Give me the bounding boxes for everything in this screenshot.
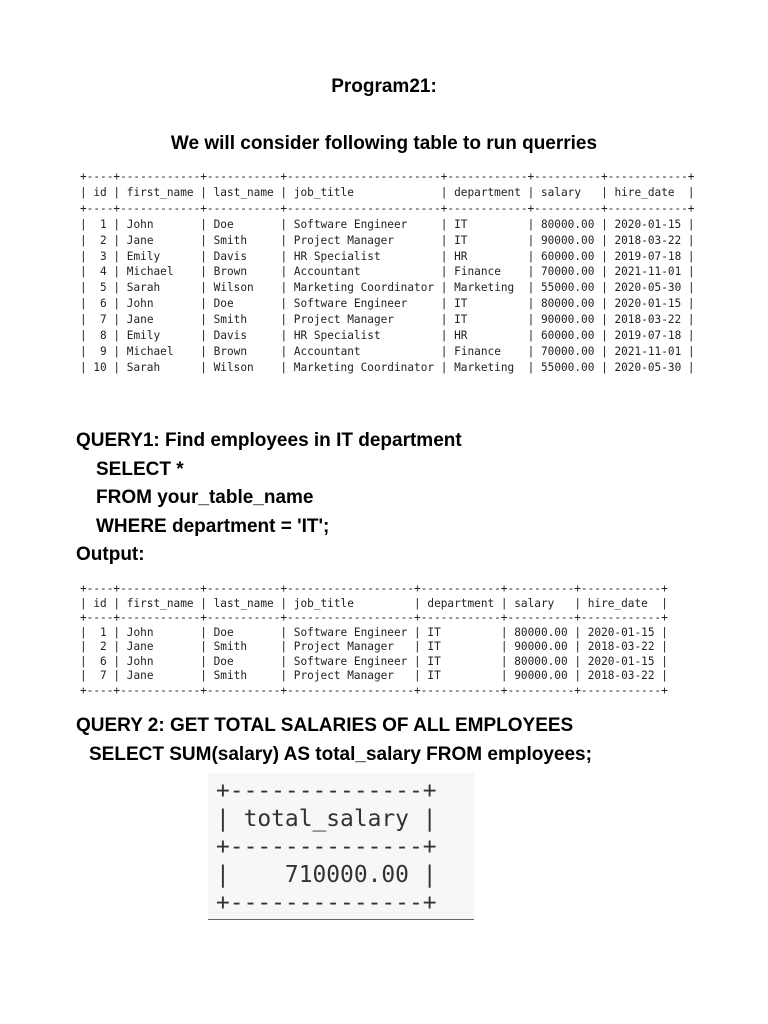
table-row: | 8 | Emily | Davis | HR Specialist | HR | 60000.00 | 2019-07-18 | [80,329,695,343]
table-cell: Jane [126,233,154,247]
table-border: +----+------------+-----------+-----------------------+------------+----------+------------+ [80,201,695,215]
table-cell: Jane [126,669,154,682]
column-header: job_title [293,185,354,199]
table-cell: 2019-07-18 [614,329,682,343]
table-border: +----+------------+-----------+-----------------------+------------+----------+------------+ [80,170,695,183]
column-header: department [427,596,495,610]
table-cell: IT [454,217,468,231]
table-border: +--------------+ [216,890,437,916]
table-cell: IT [454,297,468,311]
table-cell: 90000.00 [514,669,568,682]
table-cell: IT [427,625,441,639]
table-row: | 7 | Jane | Smith | Project Manager | IT | 90000.00 | 2018-03-22 | [80,313,695,327]
table-cell: 55000.00 [540,281,595,295]
column-header: job_title [293,596,354,610]
table-cell: Smith [213,313,248,327]
table-row: | 2 | Jane | Smith | Project Manager | IT | 90000.00 | 2018-03-22 | [80,640,668,653]
table-cell: Davis [213,249,248,263]
intro-text: We will consider following table to run querries [170,133,598,154]
table-cell: 2020-01-15 [614,297,682,311]
table-cell: 80000.00 [540,297,595,311]
query1-sql-line: SELECT * [96,459,184,480]
total-salary-value: 710000.00 [284,862,409,888]
table-cell: Marketing [454,281,515,295]
table-row: | 2 | Jane | Smith | Project Manager | IT | 90000.00 | 2018-03-22 | [80,233,695,247]
table-row: | 9 | Michael | Brown | Accountant | Finance | 70000.00 | 2021-11-01 | [80,344,695,358]
table-cell: 10 [93,360,107,374]
table-cell: 1 [100,625,107,639]
table-cell: 70000.00 [541,265,595,279]
table-cell: Marketing Coordinator [293,281,435,295]
total-salary-result [208,773,474,920]
table-row: | 7 | Jane | Smith | Project Manager | IT | 90000.00 | 2018-03-22 | [80,669,668,682]
table-border: +----+------------+-----------+-------------------+------------+----------+------------+ [80,582,668,595]
table-cell: 2020-01-15 [587,625,655,639]
table-cell: HR Specialist [293,329,381,343]
table-cell: John [126,297,154,311]
program-title: Program21: [331,76,437,97]
table-cell: Project Manager [293,233,394,247]
table-cell: Smith [213,669,248,682]
table-cell: John [126,217,154,231]
table-cell: 2 [100,640,107,653]
table-cell: 80000.00 [514,625,568,639]
table-cell: IT [427,640,441,653]
table-cell: 1 [100,217,107,231]
table-row: | 1 | John | Doe | Software Engineer | IT | 80000.00 | 2020-01-15 | [80,625,668,639]
table-cell: Software Engineer [293,654,408,668]
column-header: hire_date [614,185,675,199]
table-cell: Smith [213,233,248,247]
table-cell: Jane [126,313,154,327]
table-cell: IT [454,313,468,327]
column-header: total_salary [243,806,409,832]
table-cell: Doe [213,654,234,668]
table-cell: Software Engineer [293,297,408,311]
table-row: | 6 | John | Doe | Software Engineer | IT | 80000.00 | 2020-01-15 | [80,654,668,668]
table-cell: John [126,625,154,639]
table-row: | 6 | John | Doe | Software Engineer | IT | 80000.00 | 2020-01-15 | [80,297,695,311]
table-cell: 80000.00 [540,217,595,231]
table-cell: Smith [213,640,248,653]
output-label: Output: [76,544,145,565]
table-cell: 90000.00 [540,313,595,327]
table-cell: 60000.00 [540,249,595,263]
table-cell: 2018-03-22 [587,669,655,682]
table-cell: Jane [126,640,154,653]
table-cell: Wilson [213,281,254,295]
column-header: id [93,596,107,610]
table-cell: Marketing [454,360,515,374]
table-cell: Wilson [213,360,254,374]
table-cell: Software Engineer [293,625,408,639]
table-cell: 90000.00 [514,640,568,653]
table-cell: 70000.00 [541,344,595,358]
column-header: salary [540,185,582,199]
table-cell: Marketing Coordinator [293,360,435,374]
table-cell: Brown [213,265,248,279]
table-cell: 2018-03-22 [587,640,655,653]
table-cell: 2019-07-18 [614,249,682,263]
table-cell: Doe [213,217,234,231]
table-cell: 2021-11-01 [614,344,682,358]
table-cell: Software Engineer [293,217,408,231]
column-header: department [454,185,521,199]
table-cell: Michael [126,265,174,279]
employees-table [80,169,695,376]
table-cell: 2018-03-22 [614,233,682,247]
table-border: +--------------+ [216,778,437,804]
query2-sql: SELECT SUM(salary) AS total_salary FROM employees; [89,744,592,765]
table-row: | 10 | Sarah | Wilson | Marketing Coordinator | Marketing | 55000.00 | 2020-05-30 | [80,360,695,374]
table-border: +----+------------+-----------+-------------------+------------+----------+------------+ [80,611,668,624]
table-cell: HR [454,329,468,343]
table-cell: John [126,654,154,668]
table-cell: IT [427,669,441,682]
column-header: first_name [126,185,194,199]
table-cell: 2018-03-22 [614,313,682,327]
table-cell: 2021-11-01 [614,265,682,279]
table-cell: Brown [213,344,248,358]
table-cell: Finance [454,344,501,358]
table-cell: Sarah [126,360,161,374]
table-cell: Accountant [293,344,361,358]
query1-sql-line: WHERE department = 'IT'; [96,516,330,537]
table-cell: Finance [454,265,501,279]
table-cell: Davis [213,329,248,343]
table-cell: 80000.00 [514,654,568,668]
table-cell: 2020-01-15 [587,654,655,668]
column-header: salary [514,596,555,610]
table-cell: 3 [100,249,107,263]
table-row: | 1 | John | Doe | Software Engineer | IT | 80000.00 | 2020-01-15 | [80,217,695,231]
table-cell: 90000.00 [540,233,595,247]
table-cell: 2020-01-15 [614,217,682,231]
table-cell: IT [454,233,468,247]
column-header: last_name [213,185,274,199]
table-border: +----+------------+-----------+-------------------+------------+----------+------------+ [80,683,668,697]
table-cell: Emily [126,329,161,343]
table-cell: IT [427,654,441,668]
table-header-row: | id | first_name | last_name | job_title | department | salary | hire_date | [80,185,695,199]
table-cell: Project Manager [293,669,394,682]
query2-heading: QUERY 2: GET TOTAL SALARIES OF ALL EMPLOYEES [76,715,574,736]
query1-sql-line: FROM your_table_name [96,487,314,508]
table-cell: 7 [100,313,107,327]
table-cell: Project Manager [293,313,394,327]
column-header: last_name [213,596,274,610]
table-cell: 2 [100,233,107,247]
table-cell: HR Specialist [293,249,381,263]
total-salary-table: +--------------+ | total_salary | +--------------+ | 710000.00 | +--------------+ [216,778,437,916]
table-cell: Doe [213,297,234,311]
table-cell: 5 [100,281,107,295]
table-row: | 4 | Michael | Brown | Accountant | Finance | 70000.00 | 2021-11-01 | [80,265,695,279]
table-row: | 5 | Sarah | Wilson | Marketing Coordinator | Marketing | 55000.00 | 2020-05-30 | [80,281,695,295]
table-cell: 6 [100,297,107,311]
table-cell: Emily [126,249,161,263]
table-cell: HR [454,249,468,263]
column-header: first_name [126,596,194,610]
table-row: | 3 | Emily | Davis | HR Specialist | HR | 60000.00 | 2019-07-18 | [80,249,695,263]
table-header-row: | id | first_name | last_name | job_title | department | salary | hire_date | [80,596,668,610]
table-cell: 4 [100,265,107,279]
it-employees-table [80,582,668,698]
table-cell: Michael [126,344,174,358]
table-cell: 60000.00 [540,329,595,343]
column-header: hire_date [587,596,648,610]
table-cell: 55000.00 [540,360,595,374]
column-header: id [93,185,107,199]
table-cell: 2020-05-30 [614,281,682,295]
query1-heading: QUERY1: Find employees in IT department [76,430,462,451]
table-cell: Project Manager [293,640,394,653]
table-cell: Accountant [293,265,361,279]
table-cell: Doe [213,625,234,639]
table-cell: 7 [100,669,107,682]
table-border: +--------------+ [216,834,437,860]
table-cell: Sarah [126,281,161,295]
table-cell: 8 [100,329,107,343]
table-cell: 2020-05-30 [614,360,682,374]
table-cell: 6 [100,654,107,668]
table-cell: 9 [100,344,107,358]
